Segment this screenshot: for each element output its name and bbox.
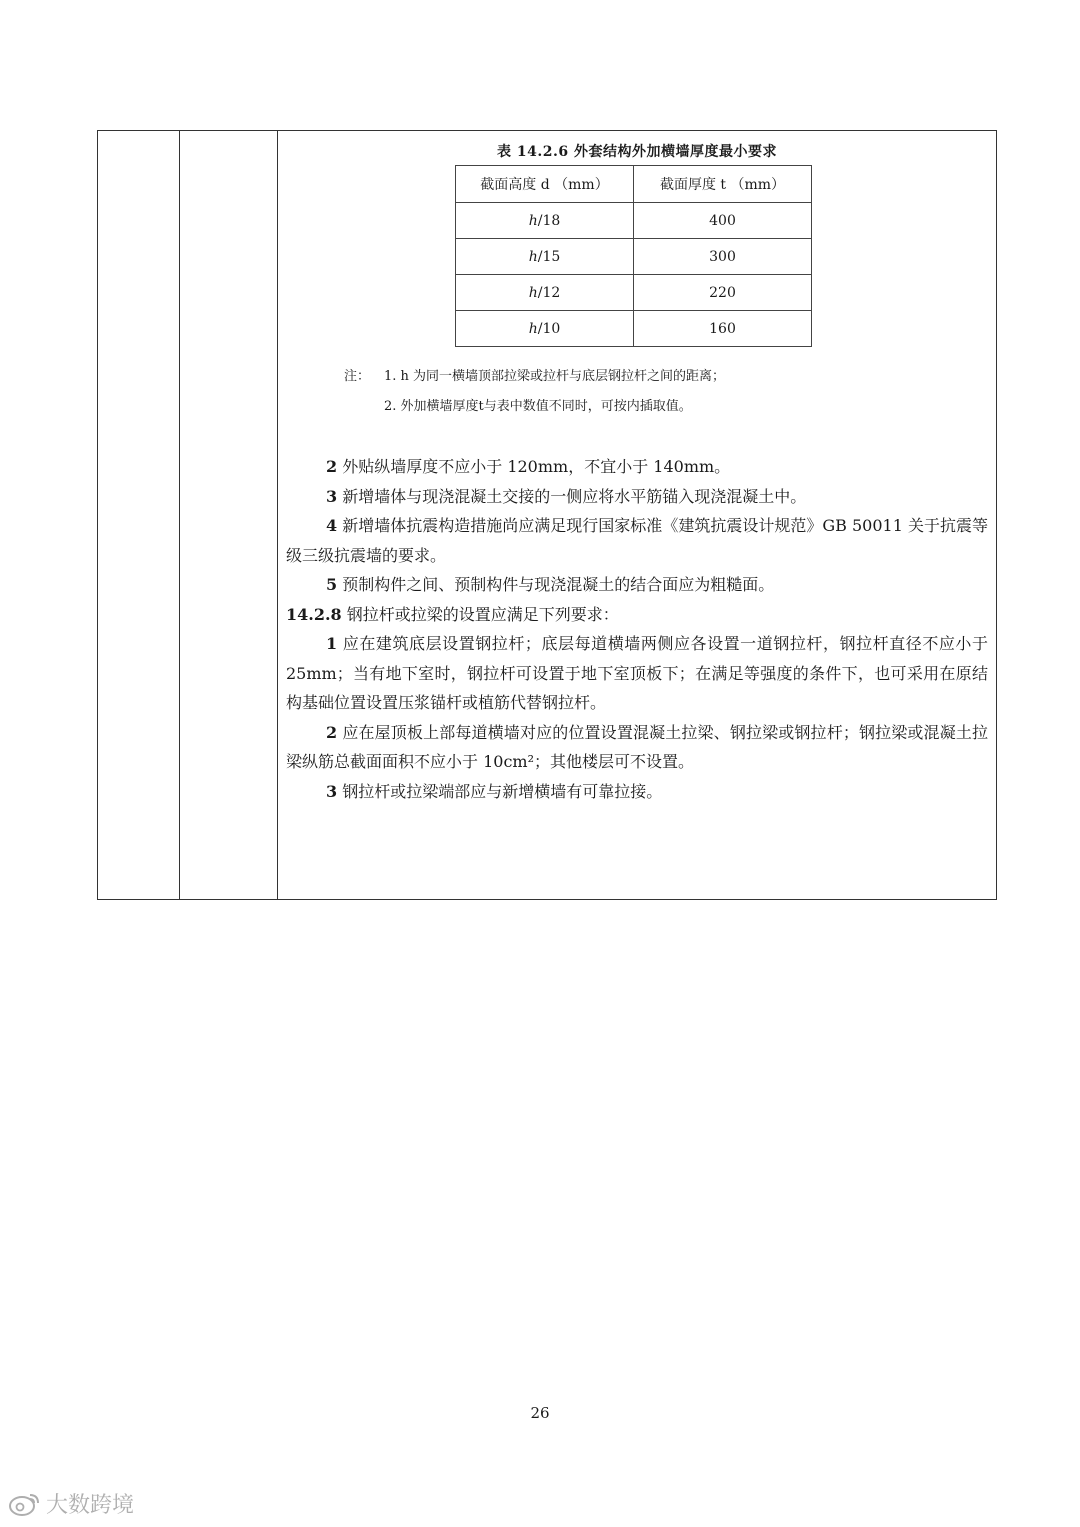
table-header-cell: 截面高度 d （mm） xyxy=(456,166,634,203)
table-cell-text: /10 xyxy=(537,320,561,337)
frame-column-2 xyxy=(180,131,278,899)
paragraph: 4 新增墙体抗震构造措施尚应满足现行国家标准《建筑抗震设计规范》GB 50011 关于抗震等级三级抗震墙的要求。 xyxy=(286,516,988,565)
outer-frame-table xyxy=(97,130,997,900)
table-cell-var: h xyxy=(528,212,538,229)
table-cell: 220 xyxy=(634,275,812,311)
table-row xyxy=(456,203,812,239)
note-text: 2. 外加横墙厚度t与表中数值不同时，可按内插取值。 xyxy=(384,399,692,414)
paragraph: 5 预制构件之间、预制构件与现浇混凝土的结合面应为粗糙面。 xyxy=(326,575,775,594)
table-cell-text: /15 xyxy=(537,248,561,265)
table-row xyxy=(456,275,812,311)
table-header-row xyxy=(456,166,812,203)
paragraph: 1 应在建筑底层设置钢拉杆；底层每道横墙两侧应各设置一道钢拉杆，钢拉杆直径不应小于 25mm；当有地下室时，钢拉杆可设置于地下室顶板下；在满足等强度的条件下，也可采用在原结构基础位置设置压浆锚杆或植筋代替钢拉杆。 xyxy=(286,634,988,712)
table-cell-text: /12 xyxy=(537,284,561,301)
table-notes xyxy=(344,362,725,422)
watermark-text: 大数跨境 xyxy=(46,1493,135,1518)
table-header-cell: 截面厚度 t （mm） xyxy=(634,166,812,203)
paragraph: 3 新增墙体与现浇混凝土交接的一侧应将水平筋锚入现浇混凝土中。 xyxy=(326,486,807,506)
paragraph: 2 外贴纵墙厚度不应小于 120mm，不宜小于 140mm。 xyxy=(326,457,731,476)
table-cell-var: h xyxy=(528,284,538,301)
table-cell xyxy=(456,239,634,275)
table-cell: 160 xyxy=(634,311,812,347)
note-item xyxy=(344,362,725,392)
page-number: 26 xyxy=(530,1404,550,1422)
paragraph: 3 钢拉杆或拉梁端部应与新增横墙有可靠拉接。 xyxy=(326,781,663,801)
watermark xyxy=(8,1488,134,1519)
table-row xyxy=(456,311,812,347)
thickness-table xyxy=(455,165,812,347)
note-item xyxy=(344,392,725,422)
note-text: 1. h 为同一横墙顶部拉梁或拉杆与底层钢拉杆之间的距离； xyxy=(384,369,726,384)
note-label: 注： xyxy=(344,369,371,384)
table-cell-text: /18 xyxy=(537,212,561,229)
body-text xyxy=(286,452,988,806)
table-cell xyxy=(456,275,634,311)
table-cell-var: h xyxy=(528,320,538,337)
table-row xyxy=(456,239,812,275)
table-cell-var: h xyxy=(528,248,538,265)
paragraph: 2 应在屋顶板上部每道横墙对应的位置设置混凝土拉梁、钢拉梁或钢拉杆；钢拉梁或混凝土拉梁纵筋总截面面积不应小于 10cm²；其他楼层可不设置。 xyxy=(286,722,988,771)
table-caption: 表 14.2.6 外套结构外加横墙厚度最小要求 xyxy=(497,144,777,160)
table-cell xyxy=(456,203,634,239)
table-cell: 300 xyxy=(634,239,812,275)
table-cell xyxy=(456,311,634,347)
table-cell: 400 xyxy=(634,203,812,239)
weibo-logo-icon xyxy=(8,1491,42,1517)
frame-column-content xyxy=(278,131,996,899)
frame-column-1 xyxy=(98,131,180,899)
section-heading: 14.2.8 钢拉杆或拉梁的设置应满足下列要求： xyxy=(286,604,619,624)
